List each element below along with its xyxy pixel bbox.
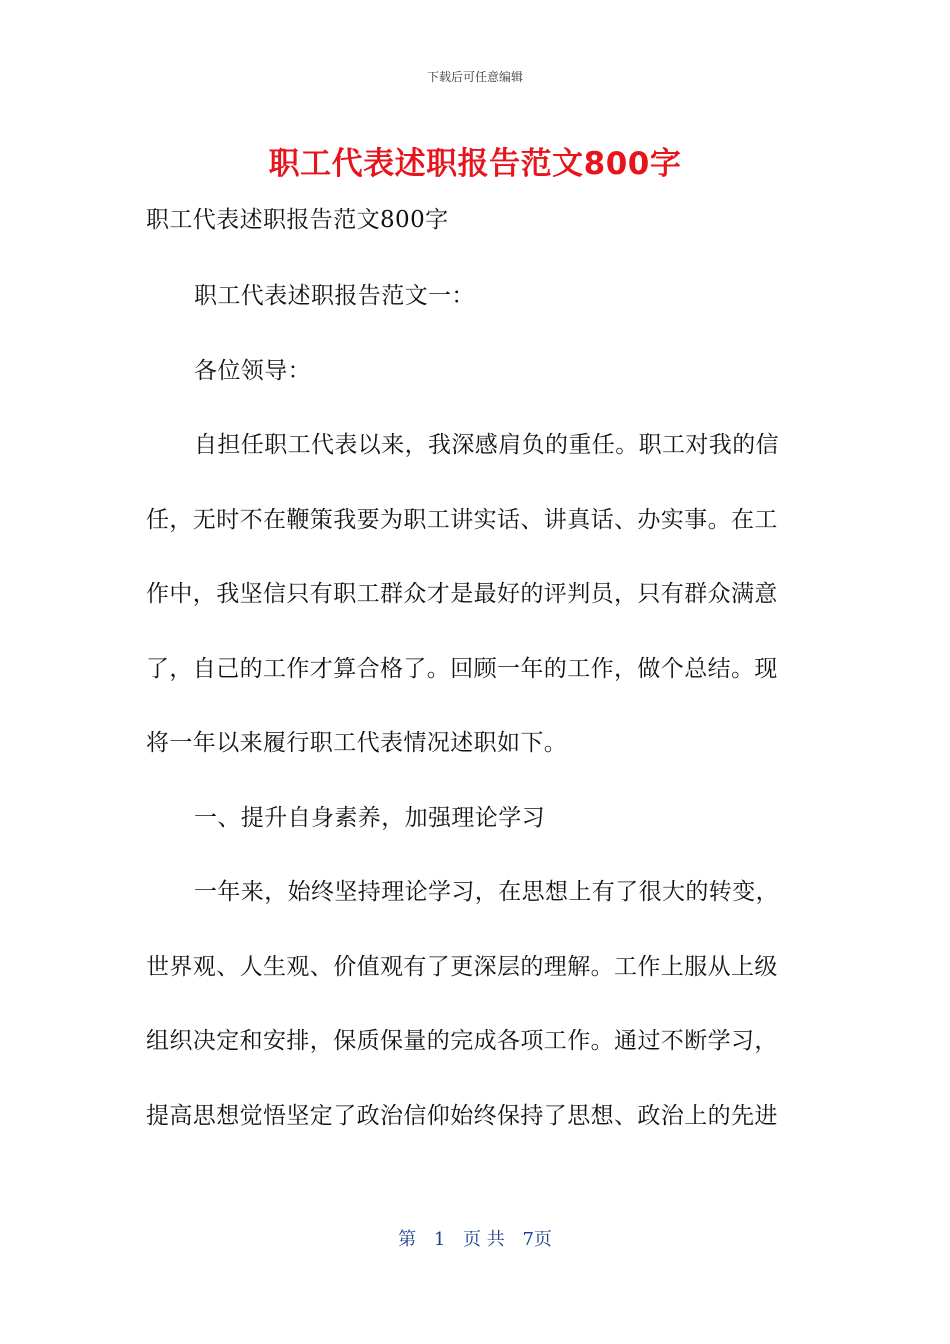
paragraph-line: 任，无时不在鞭策我要为职工讲实话、讲真话、办实事。在工 (146, 506, 778, 533)
footer-mid: 页 共 (463, 1229, 505, 1250)
header-note: 下载后可任意编辑 (426, 70, 523, 84)
subtitle-line: 职工代表述职报告范文800字 (146, 207, 449, 233)
paragraph-line: 组织决定和安排，保质保量的完成各项工作。通过不断学习， (146, 1028, 778, 1054)
section-heading: 一、提升自身素养，加强理论学习 (194, 804, 545, 831)
document-body (146, 200, 792, 1170)
footer-prefix: 第 (398, 1229, 417, 1250)
paragraph-line: 世界观、人生观、价值观有了更深层的理解。工作上服从上级 (146, 953, 778, 980)
section-heading: 职工代表述职报告范文一： (194, 283, 475, 309)
paragraph-line: 一年来，始终坚持理论学习，在思想上有了很大的转变， (194, 879, 779, 905)
paragraph-line: 将一年以来履行职工代表情况述职如下。 (146, 730, 568, 756)
page-footer (0, 1225, 950, 1251)
paragraph-line: 提高思想觉悟坚定了政治信仰始终保持了思想、政治上的先进 (146, 1102, 778, 1129)
footer-page-number: 1 (433, 1229, 446, 1250)
salutation: 各位领导： (194, 357, 311, 384)
paragraph-line: 作中，我坚信只有职工群众才是最好的评判员，只有群众满意 (146, 581, 778, 607)
document-title: 职工代表述职报告范文800字 (268, 146, 682, 182)
footer-total: 7页 (522, 1229, 552, 1250)
paragraph-line: 了，自己的工作才算合格了。回顾一年的工作，做个总结。现 (146, 655, 778, 682)
paragraph-line: 自担任职工代表以来，我深感肩负的重任。职工对我的信 (194, 432, 779, 458)
